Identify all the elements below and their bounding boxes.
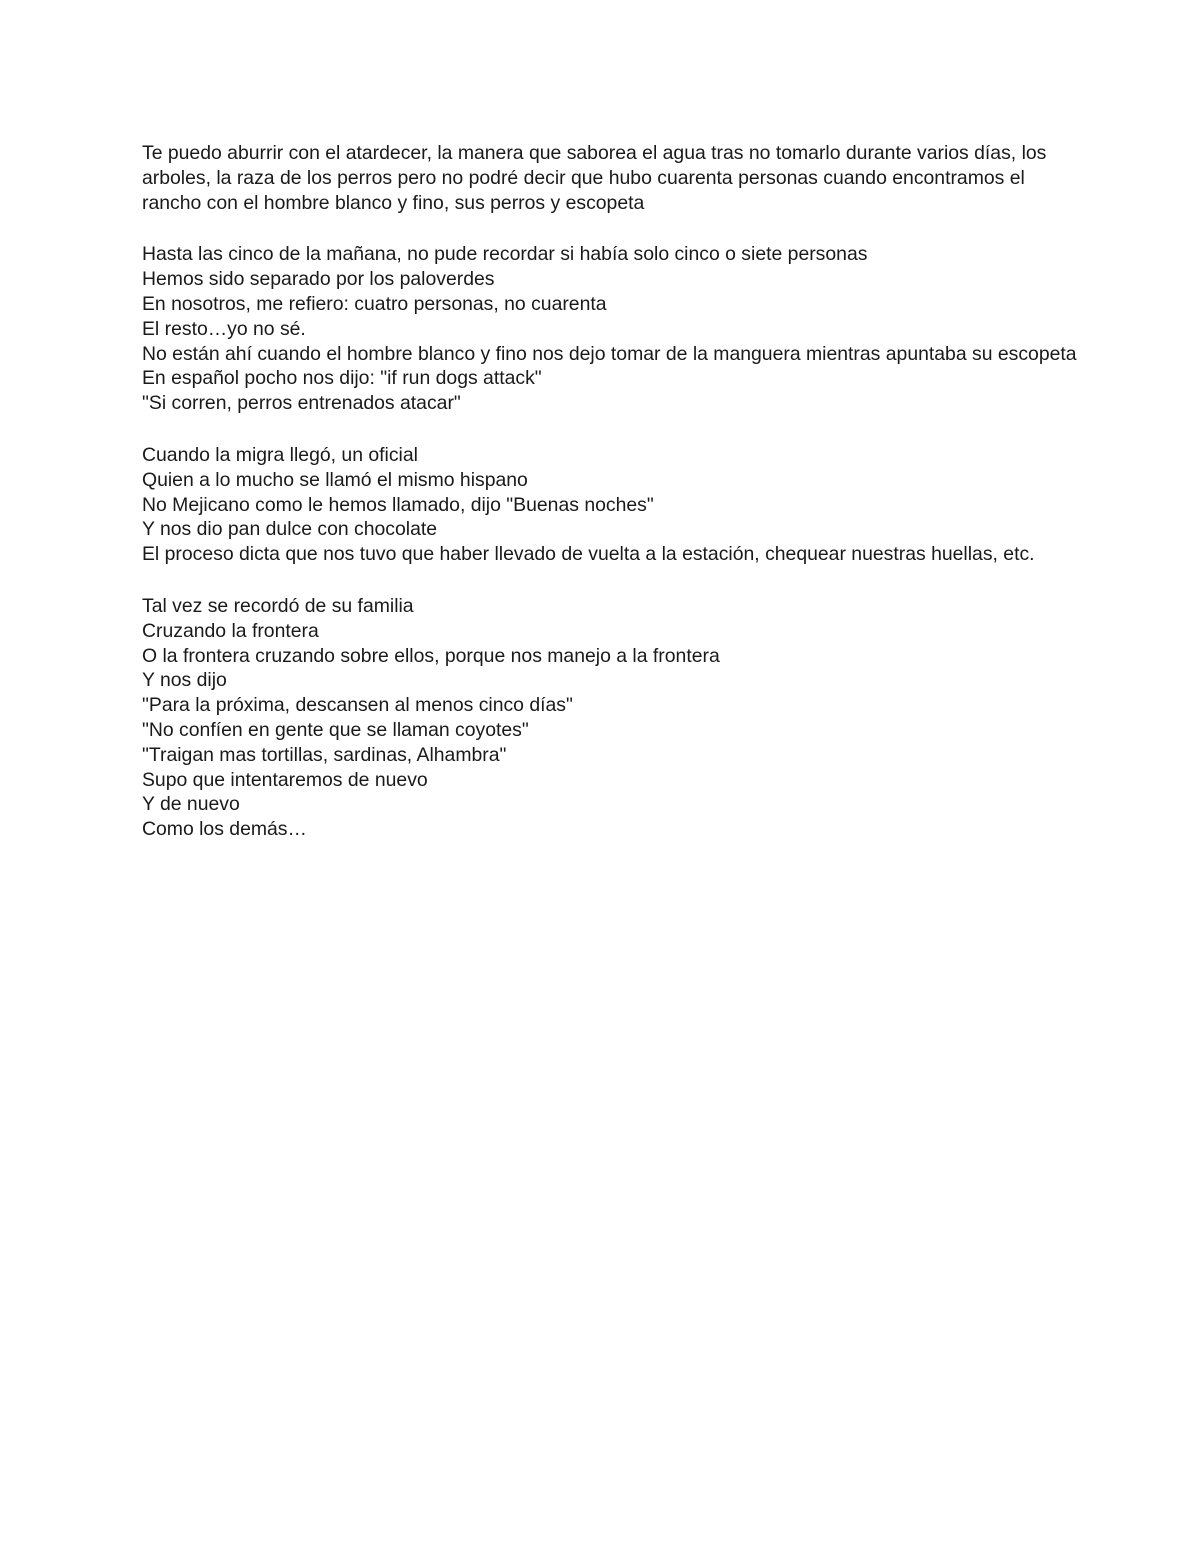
stanza-2	[142, 242, 1082, 416]
poem-line: Y nos dijo	[142, 669, 227, 692]
poem-line: Supo que intentaremos de nuevo	[142, 768, 428, 791]
poem-line: "Traigan mas tortillas, sardinas, Alhambra"	[142, 743, 507, 766]
poem-line: Te puedo aburrir con el atardecer, la manera que saborea el agua tras no tomarlo durante varios días, los arboles, la raza de los perros pero no podré decir que hubo cuarenta personas cuando encontramos el rancho con el hombre blanco y fino, sus perros y escopeta	[142, 142, 1047, 214]
poem-line: En nosotros, me refiero: cuatro personas, no cuarenta	[142, 292, 607, 315]
poem-line: Cruzando la frontera	[142, 619, 319, 642]
poem-line: El resto…yo no sé.	[142, 317, 306, 340]
poem-line: Y de nuevo	[142, 793, 240, 816]
stanza-3	[142, 443, 1082, 567]
poem-line: Hemos sido separado por los paloverdes	[142, 268, 495, 291]
poem-line: O la frontera cruzando sobre ellos, porque nos manejo a la frontera	[142, 644, 720, 667]
poem-line: No Mejicano como le hemos llamado, dijo "Buenas noches"	[142, 493, 654, 516]
poem-line: Y nos dio pan dulce con chocolate	[142, 518, 438, 541]
poem-line: "Si corren, perros entrenados atacar"	[142, 392, 461, 415]
poem-line: "No confíen en gente que se llaman coyotes"	[142, 718, 529, 741]
stanza-4	[142, 594, 1082, 842]
poem-line: En español pocho nos dijo: "if run dogs attack"	[142, 367, 542, 390]
poem-line: Cuando la migra llegó, un oficial	[142, 443, 418, 466]
stanza-1	[142, 141, 1082, 215]
poem-line: No están ahí cuando el hombre blanco y fino nos dejo tomar de la manguera mientras apuntaba su escopeta	[142, 342, 1077, 365]
poem-line: Quien a lo mucho se llamó el mismo hispano	[142, 468, 528, 491]
poem-line: Hasta las cinco de la mañana, no pude recordar si había solo cinco o siete personas	[142, 243, 868, 266]
poem-body	[142, 141, 1082, 869]
poem-line: Como los demás…	[142, 818, 307, 841]
poem-line: El proceso dicta que nos tuvo que haber llevado de vuelta a la estación, chequear nuestras huellas, etc.	[142, 543, 1035, 566]
poem-line: Tal vez se recordó de su familia	[142, 594, 414, 617]
poem-line: "Para la próxima, descansen al menos cinco días"	[142, 694, 573, 717]
